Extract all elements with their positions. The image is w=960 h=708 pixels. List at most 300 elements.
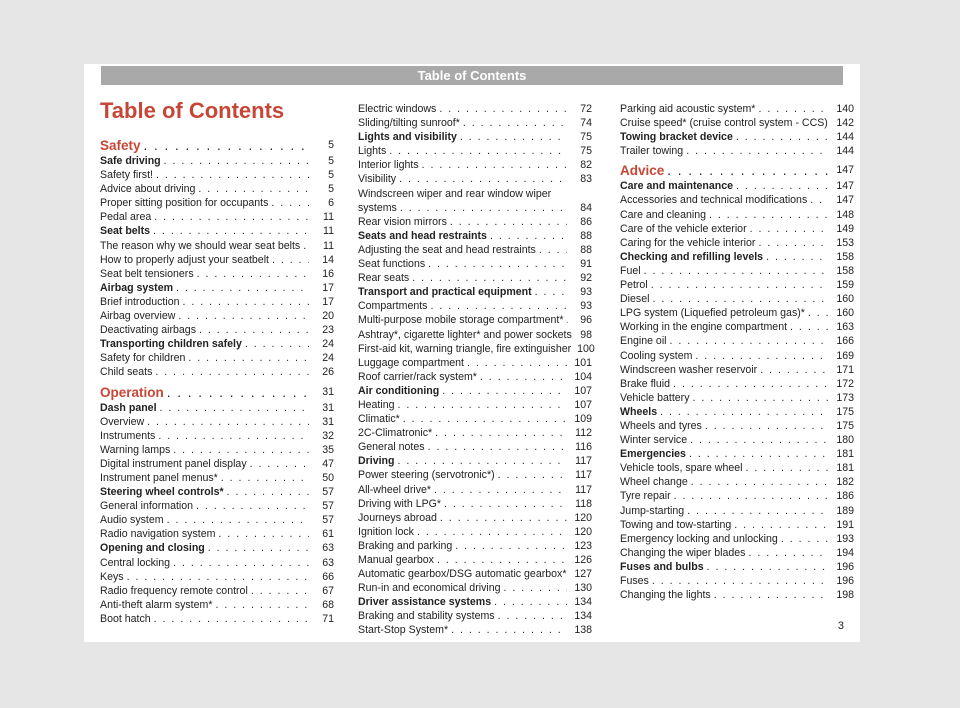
toc-entry[interactable] [358,257,592,271]
toc-page-number: 144 [836,131,854,144]
toc-entry[interactable] [100,527,334,541]
toc-page-number: 104 [574,370,592,383]
toc-entry-title: Brief introduction [100,295,180,308]
toc-entry[interactable] [620,102,854,116]
toc-entry[interactable] [100,584,334,598]
toc-page-number: 47 [322,457,334,470]
toc-entry-title: Jump-starting [620,504,685,517]
toc-chapter[interactable] [620,447,854,461]
toc-entry-title: Lights and visibility [358,131,457,144]
toc-leader [539,243,567,257]
toc-leader [670,334,829,348]
toc-page-number: 35 [322,443,334,456]
toc-page-number: 144 [836,145,854,158]
toc-entry[interactable] [358,172,592,186]
toc-entry[interactable] [100,612,334,626]
toc-leader [389,144,567,158]
toc-entry[interactable] [358,271,592,285]
toc-page-number: 198 [836,589,854,602]
toc-entry[interactable] [100,196,334,210]
toc-leader [651,278,829,292]
toc-page-number: 14 [322,253,334,266]
toc-entry-title: General notes [358,441,425,454]
toc-leader [250,457,309,471]
toc-page-number: 31 [322,385,334,398]
toc-leader [422,158,567,172]
toc-page-number: 158 [836,264,854,277]
toc-entry[interactable] [358,581,592,595]
toc-entry-title: Heating [358,398,395,411]
toc-entry[interactable] [358,511,592,525]
toc-entry-title: Accessories and technical modifications [620,194,808,207]
toc-entry[interactable] [620,588,854,602]
toc-leader [127,570,309,584]
toc-leader [147,415,309,429]
toc-leader [164,154,309,168]
toc-entry[interactable] [100,323,334,337]
toc-leader [199,323,309,337]
toc-leader [667,162,829,179]
toc-leader [707,560,829,574]
toc-chapter[interactable] [358,595,592,609]
toc-entry-title: Fuses and bulbs [620,560,704,573]
toc-entry[interactable] [620,320,854,334]
toc-entry-title: All-wheel drive* [358,483,432,496]
toc-entry[interactable] [620,306,854,320]
toc-entry[interactable] [100,210,334,224]
toc-entry-title: Emergencies [620,448,686,461]
toc-leader [689,447,829,461]
toc-entry-title-cont: systems [358,201,397,214]
toc-entry[interactable] [358,553,592,567]
toc-entry-title: Brake fluid [620,377,671,390]
toc-entry[interactable] [100,556,334,570]
toc-entry[interactable] [358,398,592,412]
toc-page-number: 91 [580,258,592,271]
toc-page-number: 182 [836,476,854,489]
toc-entry[interactable] [358,468,592,482]
toc-entry[interactable] [358,609,592,623]
toc-entry[interactable] [358,144,592,158]
toc-entry-title: Safety for children [100,352,186,365]
toc-page-number: 171 [836,363,854,376]
toc-entry-title: Wheel change [620,476,688,489]
toc-entry[interactable] [100,295,334,309]
toc-entry-title: Audio system [100,514,164,527]
toc-entry-title: Transporting children safely [100,338,242,351]
toc-entry[interactable] [100,351,334,365]
toc-entry-title: The reason why we should wear seat belts [100,239,301,252]
toc-entry[interactable] [620,377,854,391]
toc-page-number: 134 [574,596,592,609]
toc-page-number: 31 [322,415,334,428]
toc-column-1 [100,133,334,626]
toc-entry-title: Tyre repair [620,490,671,503]
toc-page-number: 83 [580,173,592,186]
toc-page-number: 16 [322,267,334,280]
toc-entry[interactable] [358,116,592,130]
toc-entry-title: Caring for the vehicle interior [620,236,756,249]
toc-page-number: 194 [836,546,854,559]
toc-entry[interactable] [620,546,854,560]
toc-entry[interactable] [100,182,334,196]
toc-entry-title: Electric windows [358,103,437,115]
toc-page-number: 130 [574,582,592,595]
toc-entry[interactable] [620,222,854,236]
toc-page-number: 107 [574,398,592,411]
toc-page-number: 93 [580,300,592,313]
toc-entry[interactable] [358,215,592,229]
toc-entry-title: Rear seats [358,272,410,285]
toc-entry[interactable] [100,443,334,457]
toc-leader [153,224,309,238]
toc-chapter[interactable] [620,179,854,193]
toc-entry-title: Boot hatch [100,612,151,625]
toc-leader [154,612,309,626]
toc-entry-title: Emergency locking and unlocking [620,532,778,545]
toc-entry-title: Instrument panel menus* [100,471,218,484]
toc-page-number: 11 [323,225,334,238]
toc-entry[interactable] [358,440,592,454]
toc-leader [160,401,309,415]
toc-leader [652,574,829,588]
toc-entry-title: Multi-purpose mobile storage compartment* [358,314,564,327]
toc-section[interactable] [620,162,854,179]
toc-page-number: 158 [836,250,854,263]
toc-entry-title: General information [100,500,194,513]
toc-entry-title: Wheels and tyres [620,419,702,432]
toc-leader [227,485,309,499]
toc-entry-title: Power steering (servotronic*) [358,469,495,482]
toc-leader [444,497,567,511]
toc-page-number: 11 [323,211,334,224]
toc-entry-title: Driver assistance systems [358,596,492,609]
toc-entry[interactable] [358,342,595,356]
toc-page-number: 138 [574,624,592,637]
toc-chapter[interactable] [100,541,334,555]
toc-entry[interactable] [358,370,592,384]
toc-leader [434,483,567,497]
toc-page-number: 100 [577,342,595,355]
toc-entry[interactable] [620,433,854,447]
toc-entry[interactable] [100,457,334,471]
toc-entry-title: Vehicle battery [620,391,690,404]
toc-entry[interactable] [358,313,592,327]
toc-page-number: 84 [580,201,592,214]
toc-section[interactable] [100,137,334,154]
toc-page-number: 88 [580,243,592,256]
toc-entry[interactable] [358,412,592,426]
toc-entry[interactable] [358,299,592,313]
toc-leader [535,285,567,299]
toc-entry[interactable] [620,144,854,158]
toc-chapter[interactable] [100,401,334,415]
toc-entry-title: Towing bracket device [620,131,733,144]
toc-entry[interactable] [358,567,592,581]
toc-leader [245,337,309,351]
toc-entry-title: Ignition lock [358,525,414,538]
toc-entry-title: Braking and stability systems [358,610,495,623]
toc-entry[interactable] [100,471,334,485]
toc-entry[interactable] [100,499,334,513]
toc-leader [400,201,567,215]
toc-entry[interactable] [620,193,854,207]
toc-entry[interactable] [358,158,592,172]
toc-entry-title: Ashtray*, cigarette lighter* and power sockets [358,328,572,341]
toc-page-number: 160 [836,307,854,320]
toc-leader [218,527,309,541]
toc-entry[interactable] [100,239,334,253]
toc-entry[interactable] [620,518,854,532]
toc-leader [736,179,829,193]
toc-page-number: 5 [328,139,334,151]
toc-page-number: 50 [322,471,334,484]
toc-entry-title: Luggage compartment [358,356,465,369]
toc-page-number: 63 [322,542,334,555]
toc-entry-title: Care and cleaning [620,208,706,221]
toc-entry-title: Dash panel [100,401,157,414]
toc-chapter[interactable] [620,250,854,264]
toc-entry-title: Adjusting the seat and head restraints [358,243,536,256]
toc-page-number: 116 [575,441,592,454]
toc-entry[interactable] [358,102,592,116]
toc-page-number: 57 [322,486,334,499]
toc-entry[interactable] [620,334,854,348]
toc-page-number: 181 [836,462,854,475]
toc-leader [490,229,567,243]
toc-entry-title: Working in the engine compartment [620,321,788,334]
toc-section[interactable] [100,384,334,401]
toc-entry-title: Airbag system [100,281,174,294]
toc-entry[interactable] [358,356,592,370]
toc-page-number: 117 [575,483,592,496]
toc-entry[interactable] [620,363,854,377]
toc-entry-title: Digital instrument panel display [100,457,247,470]
toc-page-number: 169 [836,349,854,362]
toc-chapter[interactable] [358,229,592,243]
toc-page-number: 57 [322,514,334,527]
toc-leader [435,426,567,440]
toc-leader [251,584,309,598]
toc-entry-title: Visibility [358,173,397,186]
toc-leader [808,306,829,320]
toc-leader [176,281,309,295]
toc-entry[interactable] [100,365,334,379]
toc-leader [463,116,567,130]
toc-entry[interactable] [620,532,854,546]
toc-page-number: 68 [322,598,334,611]
toc-entry[interactable] [358,483,592,497]
toc-entry[interactable] [358,187,592,215]
toc-leader [766,250,829,264]
toc-entry-title: Seat belt tensioners [100,267,194,280]
toc-entry-title: Checking and refilling levels [620,250,764,263]
toc-leader [144,137,309,154]
toc-chapter[interactable] [100,154,334,168]
toc-page-number: 74 [580,117,592,130]
toc-entry-title: LPG system (Liquefied petroleum gas)* [620,307,805,320]
toc-page-number: 186 [836,490,854,503]
toc-entry[interactable] [358,539,592,553]
toc-entry[interactable] [358,497,592,511]
toc-chapter[interactable] [100,281,334,295]
toc-entry[interactable] [620,391,854,405]
toc-page-number: 118 [575,497,592,510]
toc-leader [746,461,830,475]
toc-entry[interactable] [100,429,334,443]
toc-entry[interactable] [620,489,854,503]
toc-entry[interactable] [620,236,854,250]
toc-leader [417,525,567,539]
toc-entry[interactable] [358,623,592,637]
toc-leader [450,215,567,229]
toc-leader [758,102,829,116]
toc-page-number: 71 [322,612,334,625]
toc-leader [428,257,567,271]
toc-leader [197,267,309,281]
toc-entry-title: Manual gearbox [358,554,434,566]
page-header: Table of Contents [101,66,843,85]
toc-entry[interactable] [100,168,334,182]
toc-entry[interactable] [100,309,334,323]
toc-page-number: 193 [836,532,854,545]
toc-leader [498,468,567,482]
toc-entry-title: Deactivating airbags [100,324,196,337]
toc-entry[interactable] [620,475,854,489]
toc-entry-title: Winter service [620,434,688,447]
toc-page-number: 120 [574,525,592,538]
manual-page [84,64,860,642]
toc-page-number: 96 [580,314,592,327]
toc-leader [398,398,567,412]
toc-page-number: 98 [580,328,592,341]
toc-entry[interactable] [620,461,854,475]
toc-leader [750,222,829,236]
toc-page-number: 172 [836,377,854,390]
toc-page-number: 82 [580,159,592,172]
toc-entry-title: Start-Stop System* [358,624,449,637]
toc-entry[interactable] [358,243,592,257]
toc-entry[interactable] [620,419,854,433]
toc-entry[interactable] [100,570,334,584]
toc-entry-title: Overview [100,415,145,428]
toc-entry[interactable] [100,598,334,612]
toc-entry-title: Changing the lights [620,589,711,602]
toc-entry[interactable] [358,525,592,539]
toc-chapter[interactable] [100,224,334,238]
toc-leader [303,239,309,253]
toc-entry[interactable] [620,574,854,588]
toc-entry[interactable] [620,264,854,278]
toc-entry-title: Seat functions [358,258,426,271]
toc-chapter[interactable] [620,405,854,419]
toc-entry-title: Opening and closing [100,542,205,555]
page-number: 3 [837,620,844,632]
toc-chapter[interactable] [620,560,854,574]
toc-leader [158,429,309,443]
toc-entry-title: Radio frequency remote control [100,584,248,597]
toc-entry-title: Instruments [100,429,156,442]
toc-page-number: 196 [836,575,854,587]
toc-page-number: 88 [580,229,592,242]
toc-leader [198,182,309,196]
toc-leader [221,471,309,485]
toc-leader [810,193,829,207]
toc-entry[interactable] [620,504,854,518]
toc-entry[interactable] [100,513,334,527]
toc-leader [155,365,309,379]
toc-entry-title: Vehicle tools, spare wheel [620,462,743,475]
toc-leader [494,595,567,609]
toc-leader [498,609,567,623]
toc-leader [705,419,829,433]
toc-entry-title: Safety [100,138,141,153]
toc-leader [673,377,829,391]
toc-entry[interactable] [100,253,334,267]
toc-leader [460,130,567,144]
toc-entry-title: Anti-theft alarm system* [100,598,213,611]
toc-entry[interactable] [620,292,854,306]
toc-entry-title: Wheels [620,405,658,418]
toc-leader [173,443,309,457]
toc-page-number: 17 [322,281,334,294]
toc-chapter[interactable] [100,485,334,499]
toc-entry-title: Cooling system [620,349,693,362]
toc-chapter[interactable] [358,384,592,398]
toc-entry[interactable] [620,208,854,222]
toc-page-number: 148 [836,208,854,221]
toc-entry-title: Safe driving [100,155,161,167]
toc-leader [760,363,829,377]
toc-page-number: 160 [836,293,854,306]
toc-page-number: 149 [836,222,854,235]
toc-entry-title: Seat belts [100,225,151,238]
toc-entry[interactable] [358,328,592,342]
toc-chapter[interactable] [358,130,592,144]
toc-entry-title: Run-in and economical driving [358,582,501,595]
toc-entry-title: Compartments [358,300,428,313]
toc-chapter[interactable] [100,337,334,351]
toc-entry[interactable] [620,349,854,363]
toc-chapter[interactable] [620,130,854,144]
toc-page-number: 117 [575,455,592,468]
toc-page-number: 11 [323,239,334,252]
toc-entry-title: Journeys abroad [358,511,437,524]
toc-leader [709,208,829,222]
toc-entry-title: Fuses [620,575,649,587]
toc-leader [167,384,309,401]
toc-page-number: 180 [836,434,854,447]
toc-entry-title: Advice [620,163,665,179]
toc-entry-title: Driving [358,455,395,468]
toc-entry-title: How to properly adjust your seatbelt [100,253,269,266]
toc-chapter[interactable] [358,285,592,299]
toc-entry-title: Warning lamps [100,443,171,456]
toc-entry[interactable] [358,426,592,440]
toc-entry[interactable] [620,278,854,292]
toc-leader [196,499,309,513]
toc-chapter[interactable] [358,454,592,468]
toc-entry-title: Steering wheel controls* [100,486,224,499]
toc-leader [652,292,829,306]
toc-entry[interactable] [620,116,854,130]
toc-entry-title: Engine oil [620,335,667,348]
toc-column-2 [358,102,595,638]
toc-page-number: 107 [574,384,592,397]
toc-entry-title: Changing the wiper blades [620,546,746,559]
toc-entry[interactable] [100,267,334,281]
toc-entry[interactable] [100,415,334,429]
